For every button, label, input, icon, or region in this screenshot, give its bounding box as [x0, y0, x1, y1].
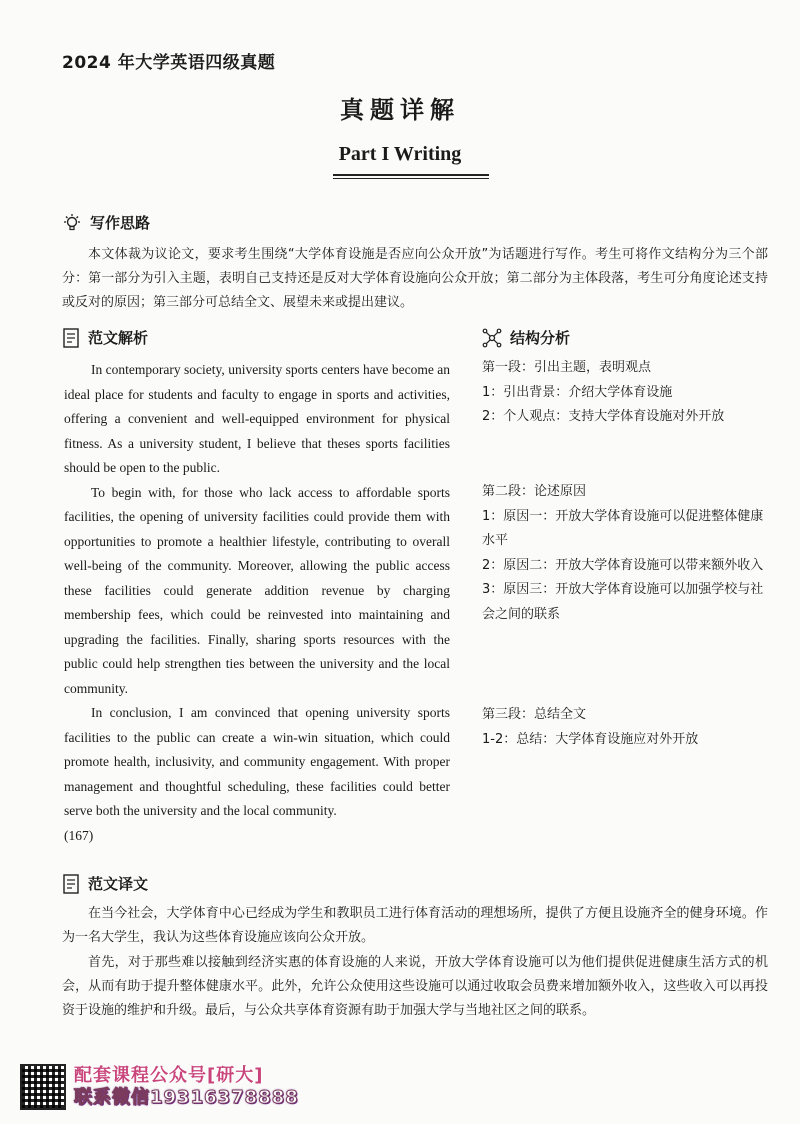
promo-text	[74, 1065, 299, 1109]
translation-paragraph-1: 在当今社会，大学体育中心已经成为学生和教职员工进行体育活动的理想场所，提供了方便且设施齐全的健身环境。作为一名大学生，我认为这些体育设施应该向公众开放。	[62, 906, 768, 945]
structure-p2-item: 2：原因二：开放大学体育设施可以带来额外收入	[482, 557, 764, 573]
structure-part-2	[482, 480, 772, 627]
sample-label: 范文解析	[88, 329, 149, 347]
page-title: 真题详解	[340, 95, 460, 124]
translation-label: 范文译文	[88, 875, 149, 893]
promo-line-2: 联系微信19316378888	[74, 1087, 299, 1108]
structure-p3-item: 1-2：总结：大学体育设施应对外开放	[482, 731, 699, 747]
promo-line-1: 配套课程公众号[研大]	[74, 1065, 264, 1086]
title-underline	[333, 174, 489, 176]
structure-heading	[482, 327, 570, 348]
structure-part-3	[482, 703, 772, 752]
structure-label: 结构分析	[510, 329, 571, 347]
document-icon	[62, 328, 80, 348]
essay-paragraph-1: In contemporary society, university sports centers have become an ideal place for students and faculty to engage in sports and activities, offering a convenient and well-equipped environment for physical fitness. As a university student, I believe that theses sports facilities should be open to the public.	[64, 362, 450, 475]
structure-p2-item: 3：原因三：开放大学体育设施可以加强学校与社会之间的联系	[482, 582, 764, 622]
writing-idea-label: 写作思路	[90, 214, 151, 232]
footer-watermark	[20, 1064, 299, 1110]
network-icon	[482, 328, 502, 348]
structure-p2-item: 1：原因一：开放大学体育设施可以促进整体健康水平	[482, 508, 764, 548]
lightbulb-icon	[62, 213, 82, 233]
document-icon	[62, 874, 80, 894]
structure-p1-title: 第一段：引出主题，表明观点	[482, 360, 652, 375]
writing-idea-text: 本文体裁为议论文，要求考生围绕“大学体育设施是否应向公众开放”为话题进行写作。考生可将作文结构分为三个部分：第一部分为引入主题，表明自己支持还是反对大学体育设施向公众开放；第二部分为主体段落，考生可分角度论述支持或反对的原因；第三部分可总结全文、展望未来或提出建议。	[62, 247, 768, 310]
translation-paragraph-2: 首先，对于那些难以接触到经济实惠的体育设施的人来说，开放大学体育设施可以为他们提供促进健康生活方式的机会，从而有助于提升整体健康水平。此外，允许公众使用这些设施可以通过收取会员费来增加额外收入，这些收入可以再投资于设施的维护和升级。最后，与公众共享体育资源有助于加强大学与当地社区之间的联系。	[62, 955, 768, 1018]
structure-p2-title: 第二段：论述原因	[482, 484, 587, 499]
translation-heading	[62, 873, 148, 894]
structure-part-1	[482, 356, 772, 430]
structure-p1-item: 1：引出背景：介绍大学体育设施	[482, 384, 673, 400]
writing-idea-heading	[62, 212, 150, 233]
structure-p1-item: 2：个人观点：支持大学体育设施对外开放	[482, 409, 725, 424]
part-title: Part I Writing	[338, 143, 462, 165]
qr-code-icon	[20, 1064, 66, 1110]
structure-p3-title: 第三段：总结全文	[482, 707, 587, 722]
sample-essay	[64, 358, 450, 848]
page-header: 2024 年大学英语四级真题	[62, 53, 276, 73]
sample-heading	[62, 327, 148, 348]
essay-paragraph-2: To begin with, for those who lack access to affordable sports facilities, the opening of university facilities could provide them with opportunities to promote a healthier lifestyle, contributing to overall well-being of the community. Moreover, allowing the public access these facilities could generate addition revenue by charging membership fees, which could be reinvested into maintaining and upgrading the facilities. Finally, sharing sports resources with the public could help strengthen ties between the university and the local community.	[64, 484, 450, 696]
title-underline-thin	[333, 178, 489, 179]
essay-paragraph-3: In conclusion, I am convinced that opening university sports facilities to the public can create a win-win situation, which could promote health, inclusivity, and community engagement. With proper management and thoughtful scheduling, these facilities could better serve both the university and the local community.	[64, 705, 450, 818]
word-count: (167)	[64, 827, 94, 843]
